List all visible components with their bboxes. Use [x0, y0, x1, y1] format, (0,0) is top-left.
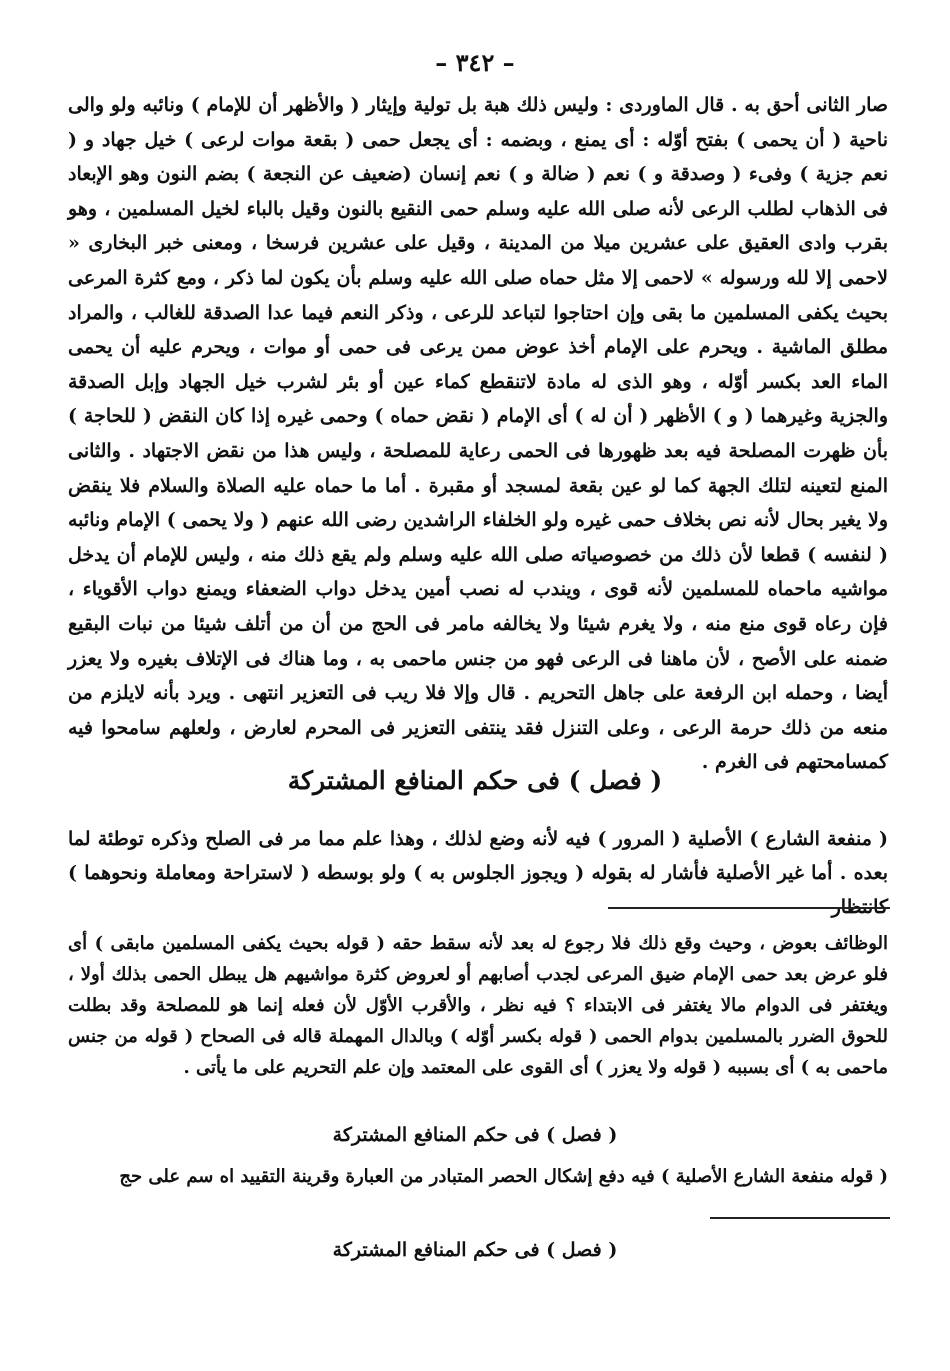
footnote-line: ( قوله منفعة الشارع الأصلية ) فيه دفع إشكال الحصر المتبادر من العبارة وقرينة التقييد اه سم على حج: [119, 1166, 888, 1187]
footnote-separator-short: [710, 1217, 890, 1219]
footnote-heading: ( فصل ) فى حكم المنافع المشتركة: [332, 1124, 618, 1146]
footnote-separator: [608, 907, 890, 909]
footnote-paragraph: الوظائف بعوض ، وحيث وقع ذلك فلا رجوع له بعد لأنه سقط حقه ( قوله بحيث يكفى المسلمين مابقى ) أى فلو عرض بعد حمى الإمام ضيق المرعى لجدب أصابهم أو لعروض كثرة مواشيهم هل يبطل الحمى بذلك أولا ، ويغتفر فى الدوام مالا يغتفر فى الابتداء ؟ فيه نظر ، والأقرب الأوّل لأن فعله إنما هو للمصلحة وقد بطلت للحوق الضرر بالمسلمين بدوام الحمى ( قوله بكسر أوّله ) وبالدال المهملة قاله فى الصحاح ( قوله من جنس ماحمى به ) أى بسببه ( قوله ولا يعزر ) أى القوى على المعتمد وإن علم التحريم على ما يأتى .: [68, 933, 888, 1078]
section-heading: ( فصل ) فى حكم المنافع المشتركة: [287, 766, 663, 795]
footnote-heading-second: ( فصل ) فى حكم المنافع المشتركة: [332, 1239, 618, 1261]
section-paragraph: ( منفعة الشارع ) الأصلية ( المرور ) فيه لأنه وضع لذلك ، وهذا علم مما مر فى الصلح وذكره توطئة لما بعده . أما غير الأصلية فأشار له بقوله ( ويجوز الجلوس به ) ولو بوسطه ( لاستراحة ومعاملة ونحوهما ) كانتظار: [68, 828, 888, 918]
footnote-text: [68, 928, 888, 1083]
main-paragraph: صار الثانى أحق به . قال الماوردى : وليس ذلك هبة بل تولية وإيثار ( والأظهر أن للإمام ) ونائبه ولو والى ناحية ( أن يحمى ) بفتح أوّله : أى يمنع ، وبضمه : أى يجعل حمى ( بقعة موات لرعى ) خيل جهاد و ( نعم جزية ) وفىء ( وصدقة و ) نعم ( ضالة و ) نعم إنسان (ضعيف عن النجعة ) بضم النون وهو الإبعاد فى الذهاب لطلب الرعى لأنه صلى الله عليه وسلم حمى النقيع بالنون وقيل بالباء لخيل المسلمين ، وهو بقرب وادى العقيق على عشرين ميلا من المدينة ، وقيل على عشرين فرسخا ، ومعنى خبر البخارى « لاحمى إلا لله ورسوله » لاحمى إلا مثل حماه صلى الله عليه وسلم بأن يكون لما ذكر ، ومع كثرة المرعى بحيث يكفى المسلمين ما بقى وإن احتاجوا لتباعد للرعى ، وذكر النعم فيما عدا الصدقة للغالب ، والمراد مطلق الماشية . ويحرم على الإمام أخذ عوض ممن يرعى فى حمى أو موات ، ويحرم عليه أن يحمى الماء العد بكسر أوّله ، وهو الذى له مادة لاتنقطع كماء عين أو بئر لشرب خيل الجهاد وإبل الصدقة والجزية وغيرهما ( و ) الأظهر ( أن له ) أى الإمام ( نقض حماه ) وحمى غيره إذا كان النقض ( للحاجة ) بأن ظهرت المصلحة فيه بعد ظهورها فى الحمى رعاية للمصلحة ، وليس هذا من نقض الاجتهاد . والثانى المنع لتعينه لتلك الجهة كما لو عين بقعة لمسجد أو مقبرة . أما ما حماه عليه الصلاة والسلام فلا ينقض ولا يغير بحال لأنه نص بخلاف حمى غيره ولو الخلفاء الراشدين رضى الله عنهم ( ولا يحمى ) الإمام ونائبه ( لنفسه ) قطعا لأن ذلك من خصوصياته صلى الله عليه وسلم ولم يقع ذلك منه ، وليس للإمام أن يدخل مواشيه ماحماه للمسلمين لأنه قوى ، ويندب له نصب أمين يدخل دواب الضعفاء ويمنع دواب الأقوياء ، فإن رعاه قوى منع منه ، ولا يغرم شيئا ولا يخالفه مامر فى الحج من أن من أتلف شيئا من نبات البقيع ضمنه على الأصح ، لأن ماهنا فى الرعى فهو من جنس ماحمى به ، وما هناك فى الإتلاف بغيره ولا يعزر أيضا ، وحمله ابن الرفعة على جاهل التحريم . قال وإلا فلا ريب فى التعزير انتهى . ويرد بأنه لايلزم من منعه من ذلك حرمة الرعى ، وعلى التنزل فقد ينتفى التعزير فى المحرم لعارض ، ولعلهم سامحوا فيه كمسامحتهم فى الغرم .: [68, 94, 888, 774]
main-body-text: [68, 88, 888, 780]
page-number: – ٣٤٢ –: [435, 48, 515, 77]
